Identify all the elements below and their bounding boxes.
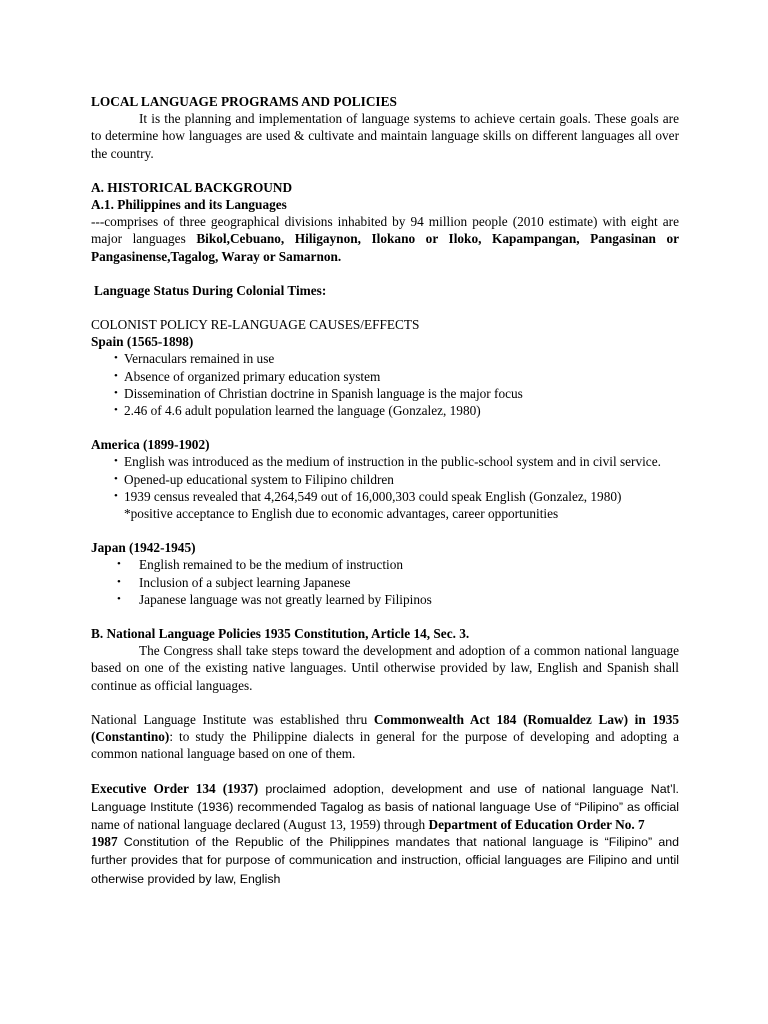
pilipino-text: Use of “Pilipino” as official	[534, 799, 679, 814]
list-item-text: Japanese language was not greatly learned by Filipinos	[139, 591, 432, 607]
bullet-icon: •	[114, 404, 118, 417]
list-item	[91, 591, 679, 608]
constitution-paragraph: The Congress shall take steps toward the development and adoption of a common national language based on one of the existing native languages. Until otherwise provided by law, English and Spanish shall continue as official languages.	[91, 643, 679, 693]
japan-list	[91, 556, 679, 608]
bullet-icon: •	[117, 575, 121, 588]
bullet-icon: •	[114, 386, 118, 399]
document-title: LOCAL LANGUAGE PROGRAMS AND POLICIES	[91, 94, 397, 109]
bullet-icon: •	[114, 455, 118, 468]
list-item	[91, 471, 679, 488]
nli-purpose-text: : to study the Philippine dialects in general for the purpose of developing and adopting a common national language based on one of them.	[91, 729, 679, 762]
intro-paragraph: It is the planning and implementation of language systems to achieve certain goals. These goals are to determine how languages are used & cultivate and maintain language skills on different languages all over the country.	[91, 111, 679, 161]
bullet-icon: •	[114, 472, 118, 485]
commonwealth-act-ref: Commonwealth Act 184 (Romualdez Law) in 1935 (Constantino)	[91, 711, 679, 745]
america-heading: America (1899-1902)	[91, 437, 210, 453]
major-languages-list: Bikol,Cebuano, Hiligaynon, Ilokano or Iloko, Kapampangan, Pangasinan or Pangasinense,Tagalog, Waray or Samarnon.	[91, 231, 679, 264]
document-body	[91, 93, 679, 888]
nli-text: National Language Institute was established thru	[91, 711, 374, 727]
list-item-text: English was introduced as the medium of instruction in the public-school system and in civil service.	[124, 454, 661, 470]
eo-text: proclaimed adoption, development and use of national language Nat’l. Language Institute (1936) recommended Tagalog as basis of national language	[91, 781, 679, 814]
list-item	[91, 488, 679, 522]
spain-list	[91, 350, 679, 419]
list-item-text: Dissemination of Christian doctrine in Spanish language is the major focus	[124, 385, 523, 401]
list-item-text: Inclusion of a subject learning Japanese	[139, 574, 351, 590]
section-b-heading: B. National Language Policies 1935 Constitution, Article 14, Sec. 3.	[91, 626, 470, 642]
list-item-text: Opened-up educational system to Filipino children	[124, 471, 394, 487]
spain-heading: Spain (1565-1898)	[91, 334, 194, 350]
deped-order-ref: Department of Education Order No. 7	[428, 816, 645, 832]
list-item	[91, 556, 679, 573]
constitution-year: 1987	[91, 834, 118, 850]
bullet-icon: •	[114, 369, 118, 382]
declaration-text: name of national language declared (August 13, 1959) through	[91, 816, 429, 832]
list-item	[91, 453, 679, 470]
bullet-icon: •	[114, 489, 118, 502]
colonist-table-header: COLONIST POLICY RE-LANGUAGE CAUSES/EFFECTS	[91, 317, 420, 333]
list-item-text: Absence of organized primary education system	[124, 368, 381, 384]
section-a-heading: A. HISTORICAL BACKGROUND	[91, 179, 293, 195]
america-note: *positive acceptance to English due to economic advantages, career opportunities	[124, 506, 559, 522]
bullet-icon: •	[117, 558, 121, 571]
languages-paragraph	[91, 213, 679, 265]
list-item-text: Vernaculars remained in use	[124, 351, 275, 367]
list-item	[91, 385, 679, 402]
section-a1-heading: A.1. Philippines and its Languages	[91, 197, 287, 213]
languages-text: ---comprises of three geographical divisions inhabited by 94 million people (2010 estimate) with eight are major languages	[91, 214, 679, 247]
japan-heading: Japan (1942-1945)	[91, 540, 196, 556]
america-list	[91, 453, 679, 522]
list-item-text: English remained to be the medium of instruction	[139, 557, 404, 573]
executive-order-paragraph	[91, 780, 679, 888]
language-status-heading: Language Status During Colonial Times:	[94, 282, 327, 298]
list-item-text: 1939 census revealed that 4,264,549 out of 16,000,303 could speak English (Gonzalez, 1980)	[124, 488, 622, 504]
list-item	[91, 574, 679, 591]
bullet-icon: •	[114, 352, 118, 365]
list-item	[91, 402, 679, 419]
executive-order-ref: Executive Order 134 (1937)	[91, 780, 259, 796]
list-item	[91, 350, 679, 367]
nli-paragraph	[91, 711, 679, 763]
bullet-icon: •	[117, 592, 121, 605]
list-item-text: 2.46 of 4.6 adult population learned the language (Gonzalez, 1980)	[124, 403, 481, 419]
constitution-1987-text: Constitution of the Republic of the Philippines mandates that national language is “Filipino” and further provides that for purpose of communication and instruction, official languages are Filipino and until otherwise provided by law, English	[91, 835, 679, 886]
list-item	[91, 368, 679, 385]
